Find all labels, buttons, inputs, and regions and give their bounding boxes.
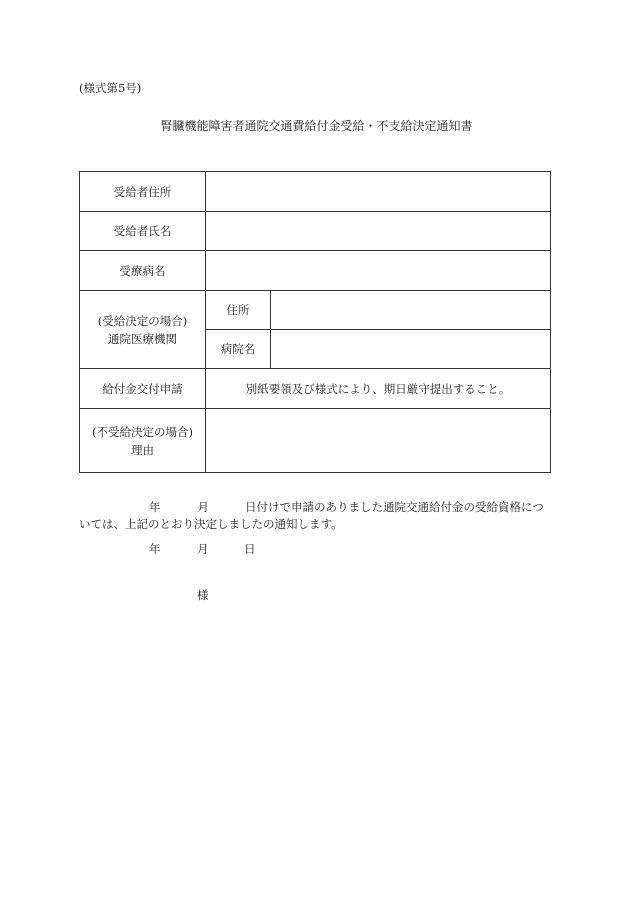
application-instructions: 別紙要領及び様式により、期日厳守提出すること。	[206, 369, 551, 409]
reason-label	[80, 409, 206, 473]
reason-label-line2: 理由	[131, 442, 154, 457]
notice-line-1	[79, 499, 553, 516]
hospital-address-field[interactable]	[271, 291, 551, 330]
addressee-honorific: 様	[197, 588, 209, 602]
table-row-hospital-address	[80, 291, 551, 330]
application-label: 給付金交付申請	[80, 369, 206, 409]
hospital-label-line2: 通院医療機関	[108, 331, 177, 346]
hospital-name-label: 病院名	[206, 330, 271, 369]
document-title: 腎臓機能障害者通院交通費給付金受給・不支給決定通知書	[160, 119, 473, 133]
recipient-name-label: 受給者氏名	[80, 212, 206, 251]
recipient-address-field[interactable]	[206, 172, 551, 212]
issue-date-day: 日	[244, 542, 256, 556]
table-row-reason	[80, 409, 551, 473]
disease-name-label: 受療病名	[80, 251, 206, 291]
disease-name-field[interactable]	[206, 251, 551, 291]
table-row-application	[80, 369, 551, 409]
issue-date-year: 年	[149, 542, 161, 556]
table-row-recipient-address	[80, 172, 551, 212]
form-number: (様式第5号)	[79, 81, 142, 95]
hospital-label-line1: (受給決定の場合)	[97, 313, 188, 328]
issue-date-month: 月	[197, 542, 209, 556]
hospital-address-label: 住所	[206, 291, 271, 330]
table-row-disease	[80, 251, 551, 291]
hospital-label	[80, 291, 206, 369]
notice-day-text: 日付けで申請のありました通院交通給付金の受給資格につ	[245, 500, 544, 514]
notice-paragraph	[79, 499, 553, 533]
recipient-name-field[interactable]	[206, 212, 551, 251]
notice-form-table	[79, 171, 551, 473]
table-row-recipient-name	[80, 212, 551, 251]
notice-month: 月	[197, 500, 209, 514]
recipient-address-label: 受給者住所	[80, 172, 206, 212]
notice-year: 年	[149, 500, 161, 514]
notice-line-2: いては、上記のとおり決定しましたの通知します。	[79, 517, 343, 531]
reason-field[interactable]	[206, 409, 551, 473]
hospital-name-field[interactable]	[271, 330, 551, 369]
reason-label-line1: (不受給決定の場合)	[92, 424, 193, 439]
